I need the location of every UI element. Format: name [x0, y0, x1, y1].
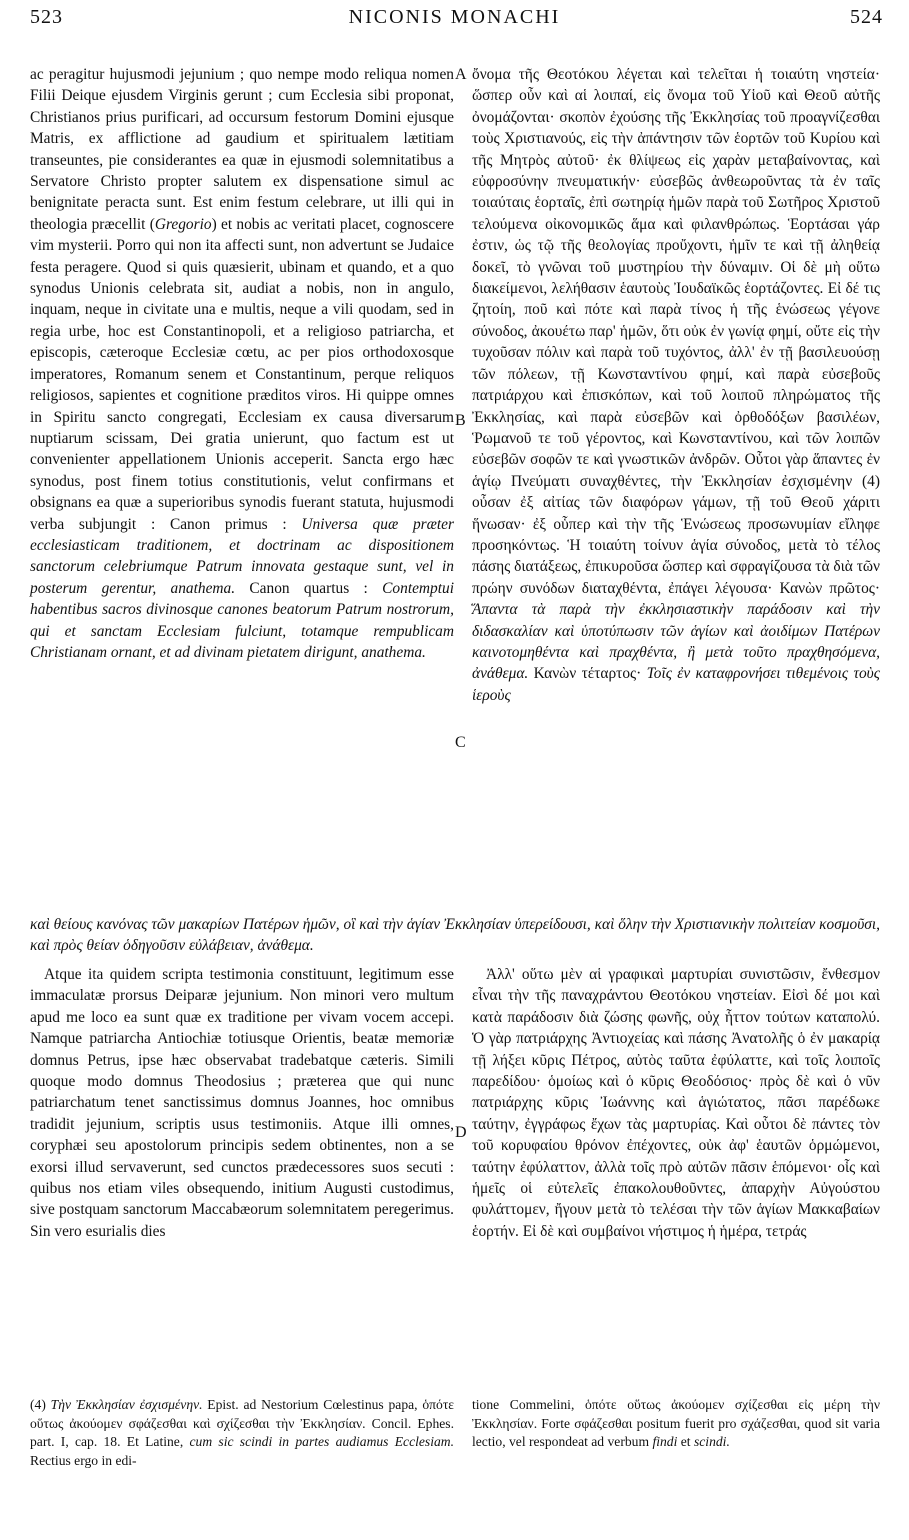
latin-text: ac peragitur hujusmodi jejunium ; quo nempe modo reliqua nomen Filii Deique ejusdem Virginis gerunt ; cum Ecclesia sibi proponat, Christianos prius purificari, ad occursum festorum Domini ejusque Matris, ex afflictione ad gaudium et spiritualem lætitiam transeuntes, pie considerantes ea quæ in ejusmodi solemnitatibus a Servatore Christo propter salutem ex dispensatione simul ac benignitate peracta sunt. Est enim festum celebrare, ut illi qui in theologia præcellit (	[30, 66, 454, 233]
footnote-text: Epist. ad Nestorium Cœlestinus papa, ὁπότε οὕτως ἀκούομεν σφάζεσθαι καὶ σχίζεσθαι τὴν Ἐκκλησίαν. Concil. Ephes. part. I, cap. 18. Et Latine,	[30, 1397, 455, 1450]
footnote-text-end: Rectius ergo in edi-	[30, 1452, 137, 1468]
greek-paragraph-two: Ἀλλ' οὕτω μὲν αἱ γραφικαὶ μαρτυρίαι συνιστῶσιν, ἔνθεσμον εἶναι τὴν τῆς παναχράντου Θεοτόκου νηστείαν. Εἰσὶ δέ μοι καὶ κατὰ παράδοσιν διὰ ζώσης φωνῆς, οὐχ ἧττον τούτων καταπολύ. Ὁ γὰρ πατριάρχης Ἀντιοχείας καὶ πάσης Ἀνατολῆς ὁ ἐν μακαρίᾳ τῇ λήξει κῦρις Πέτρος, αὐτὸς ταῦτα ἐφύλαττε, καὶ τοῖς λοιποῖς παρεδίδου· ὁμοίως καὶ ὁ κῦρις Θεοδόσιος· πρὸς δὲ καὶ ὁ νῦν πατριάρχης κῦρις Ἰωάννης καὶ ἁγιώτατος, πᾶσι παρέδωκε ταύτην, ἐγγράφως ἔχων τὰς μαρτυρίας. Καὶ οὗτοι δὲ πάντες τὸν τοῦ κορυφαίου θρόνον ἐπέχοντες, οὐκ ἀφ' ἑαυτῶν ὁρμώμενοι, ταύτην ἐφύλαττον, ἀλλὰ τοῖς πρὸ αὐτῶν πᾶσιν ἑπόμενοι· οἷς καὶ ἡμεῖς οἱ εὐτελεῖς ἐπακολουθοῦντες, ἀπαρχὴν Αὐγούστου φυλάττομεν, ἤγουν μετὰ τὸ τελέσαι τὴν τῶν ἁγίων Μακκαβαίων ἑορτήν. Εἰ δὲ καὶ συμβαίνοι νήστιμος ἡ ἡμέρα, τετράς	[472, 966, 880, 1240]
latin-canon-four-label: Canon quartus :	[235, 579, 383, 597]
greek-canon-continuation: καὶ θείους κανόνας τῶν μακαρίων Πατέρων ἡμῶν, οἳ καὶ τὴν ἁγίαν Ἐκκλησίαν ὑπερείδουσι, καὶ ὅλην τὴν Χριστιανικὴν πολιτείαν κοσμοῦσι, καὶ πρὸς θείαν ὁδηγοῦσιν εὐλάβειαν, ἀνάθεμα.	[30, 916, 880, 955]
latin-text-cont: ) et nobis ac veritati placet, cognoscere vim mysterii. Porro qui non ita affecti sunt, non advertunt se Judaice festa peragere. Quod si quis quæsierit, ubinam et quando, et a quo synodus Unionis celebrata sit, audiat a nobis, non in angulo, inquam, neque in civitate una e multis, neque a vili quodam, sed in regia urbe, hoc est Constantinopoli, et a religioso patriarcha, et episcopis, cæteroque Ecclesiæ cœtu, ac per pios orthodoxosque imperatores, Romanum senem et Constantinum, perque reliquos religiosos, sapientes et cognitione præditos viros. Hi quippe omnes in Spiritu sancto congregati, Ecclesiam ex causa diversarum nuptiarum scissam, Dei gratia unierunt, quo factum est ut convenienter appellationem Unionis acceperit. Sancta ergo hæc synodus, post finem totius constitutionis, velut confirmans et obsignans ea quæ a superioribus synodis fuerant statuta, hujusmodi verba subjungit : Canon primus :	[30, 215, 454, 533]
latin-column-bottom	[30, 964, 454, 1242]
greek-paragraph	[472, 64, 880, 706]
greek-canon-four: Τοῖς ἐν καταφρονήσει τιθεμένοις τοὺς ἱεροὺς	[472, 665, 880, 704]
footnote-lemma: Τὴν Ἐκκλησίαν ἐσχισμένην.	[50, 1397, 203, 1412]
footnote-cont-text: tione Commelini, ὁπότε οὕτως ἀκούομεν σχίζεσθαι εἰς μέρη τὴν Ἐκκλησίαν. Forte σφάζεσθαι positum fuerit pro σχάζεσθαι, quod sit varia lectio, vel respondeat ad verbum	[472, 1397, 880, 1450]
section-marker-d: D	[455, 1124, 467, 1141]
footnote-italic-findi: findi	[652, 1434, 678, 1450]
greek-text: ὄνομα τῆς Θεοτόκου λέγεται καὶ τελεῖται ἡ τοιαύτη νηστεία· ὥσπερ οὖν καὶ αἱ λοιπαί, εἰς ὄνομα τοῦ Υἱοῦ καὶ Θεοῦ αὐτῆς ὀνομάζονται· σκοπὸν ἐχούσης τῆς Ἐκκλησίας τοῦ προαγνίζεσθαι τοὺς Χριστιανούς, εἰς τὴν ἀπάντησιν τῶν ἑορτῶν τοῦ Κυρίου καὶ τῆς Μητρὸς αὐτοῦ· ἐκ θλίψεως εἰς χαρὰν μεταβαίνοντας, καὶ εὐφροσύνην πνευματικήν· εὐσεβῶς ἀνθεωροῦντας τὰ ἐν ταῖς τοιαύταις ἑορταῖς, ἐπὶ σωτηρίᾳ ἡμῶν παρὰ τοῦ Σωτῆρος Χριστοῦ τελούμενα οἰκονομικῶς ἅμα καὶ φιλανθρώπως. Ἑορτάσαι γάρ ἐστιν, ὡς τῷ τῆς θεολογίας προὔχοντι, ἡμῖν τε καὶ τῇ ἀληθείᾳ δοκεῖ, τὸ γνῶναι τοῦ μυστηρίου τὴν δύναμιν. Οἱ δὲ μὴ οὕτω διακείμενοι, λελήθασιν ἑαυτοὺς Ἰουδαϊκῶς ἑορτάζοντες. Εἰ δέ τις ζητοίη, ποῦ καὶ πότε καὶ παρὰ τίνος ἡ τῆς ἑνώσεως γέγονε σύνοδος, ἀκουέτω παρ' ἡμῶν, ὅτι οὐκ ἐν γωνίᾳ φημί, οὔτε εἰς τὴν τυχοῦσαν πόλιν καὶ παρὰ τοῦ τυχόντος, ἀλλ' ἐν τῇ βασιλευούσῃ τῶν πόλεων, τῇ Κωνσταντίνου φημί, καὶ παρὰ εὐσεβοῦς πατριάρχου καὶ ἐπισκόπων, καὶ τοῦ λοιποῦ πληρώματος τῆς Ἐκκλησίας, καὶ παρὰ εὐσεβῶν καὶ ὀρθοδόξων βασιλέων, Ῥωμανοῦ τε τοῦ γέροντος, καὶ Κωνσταντίνου, καὶ τῶν λοιπῶν εὐσεβῶν σοφῶν τε καὶ γνωστικῶν ἀνδρῶν. Οὗτοι γὰρ ἅπαντες ἐν ἁγίῳ Πνεύματι συναχθέντες, τὴν Ἐκκλησίαν ἐσχισμένην (4) οὖσαν ἐξ αἰτίας τῶν διαφόρων γάμων, τῇ τοῦ Θεοῦ χάριτι ἥνωσαν· ἐξ οὗπερ καὶ τὴν τῆς Ἑνώσεως προσωνυμίαν εἴληφε προσηκόντως. Ἡ τοιαύτη τοίνυν ἁγία σύνοδος, μετὰ τὸ τέλος πάσης διατάξεως, ἐπικυροῦσα ὥσπερ καὶ σφραγίζουσα τὰ διὰ τῶν πρώην συνόδων διαταχθέντα, ἐπάγει λέγουσα· Κανὼν πρῶτος·	[472, 66, 880, 597]
greek-canon-one: Ἅπαντα τὰ παρὰ τὴν ἐκκλησιαστικὴν παράδοσιν καὶ τὴν διδασκαλίαν καὶ ὑποτύπωσιν τῶν ἁγίων καὶ ἀοιδίμων Πατέρων καινοτομηθέντα καὶ πραχθέντα, ἢ μετὰ τοῦτο πραχθησόμενα, ἀνάθεμα.	[472, 601, 880, 683]
latin-canon-four: Contemptui habentibus sacros divinosque canones beatorum Patrum nostrorum, qui et sanctam Ecclesiam fulciunt, totamque rempublicam Christianam ornant, et ad divinam pietatem dirigunt, anathema.	[30, 579, 454, 661]
section-marker-c: C	[455, 734, 466, 751]
footnote-number: (4)	[30, 1397, 51, 1412]
running-title: NICONIS MONACHI	[348, 6, 561, 28]
latin-paragraph	[30, 64, 454, 663]
footnote-left	[30, 1396, 454, 1470]
greek-column-top	[472, 64, 880, 706]
latin-italic-name: Gregorio	[154, 215, 212, 233]
greek-column-bottom	[472, 964, 880, 1242]
footnote-right	[472, 1396, 880, 1452]
section-marker-a: A	[455, 66, 467, 83]
latin-column-top	[30, 64, 454, 663]
section-marker-b: B	[455, 412, 466, 429]
footnote-italic-scindi: scindi.	[693, 1434, 730, 1450]
footnote-conj: et	[677, 1434, 694, 1450]
latin-canon-one: Universa quæ præter ecclesiasticam traditionem, et doctrinam ac dispositionem sanctorum celebriumque Patrum innovata gestaque sunt, vel in posterum gerentur, anathema.	[30, 515, 454, 597]
greek-canon-four-label: Κανὼν τέταρτος·	[528, 665, 647, 683]
page-number-left: 523	[30, 6, 63, 28]
latin-paragraph-two: Atque ita quidem scripta testimonia constituunt, legitimum esse immaculatæ prorsus Deiparæ jejunium. Non minori vero multum apud me loco ea sunt quæ ex traditione per vivam vocem accepi. Namque patriarcha Antiochiæ totiusque Orientis, beatæ memoriæ domnus Petrus, ipse hæc observabat tradebatque cæteris. Simili quoque modo domnus Theodosius ; præterea que qui nunc patriarchatum tenet sanctissimus domnus Joannes, hoc omnibus tradidit jejunium, scriptis usus testimoniis. Atque illi omnes, coryphæi seu apostolorum principis sedem obtinentes, non a se exorsi illud servaverunt, sed cunctos prædecessores suos secuti : quibus nos etiam viles obsequendo, initium Augusti custodimus, sive postquam sanctorum Maccabæorum solemnitatem peregerimus. Sin vero esurialis dies	[30, 966, 454, 1240]
footnote-italic: cum sic scindi in partes audiamus Ecclesiam.	[189, 1434, 454, 1450]
page-number-right: 524	[850, 6, 883, 28]
